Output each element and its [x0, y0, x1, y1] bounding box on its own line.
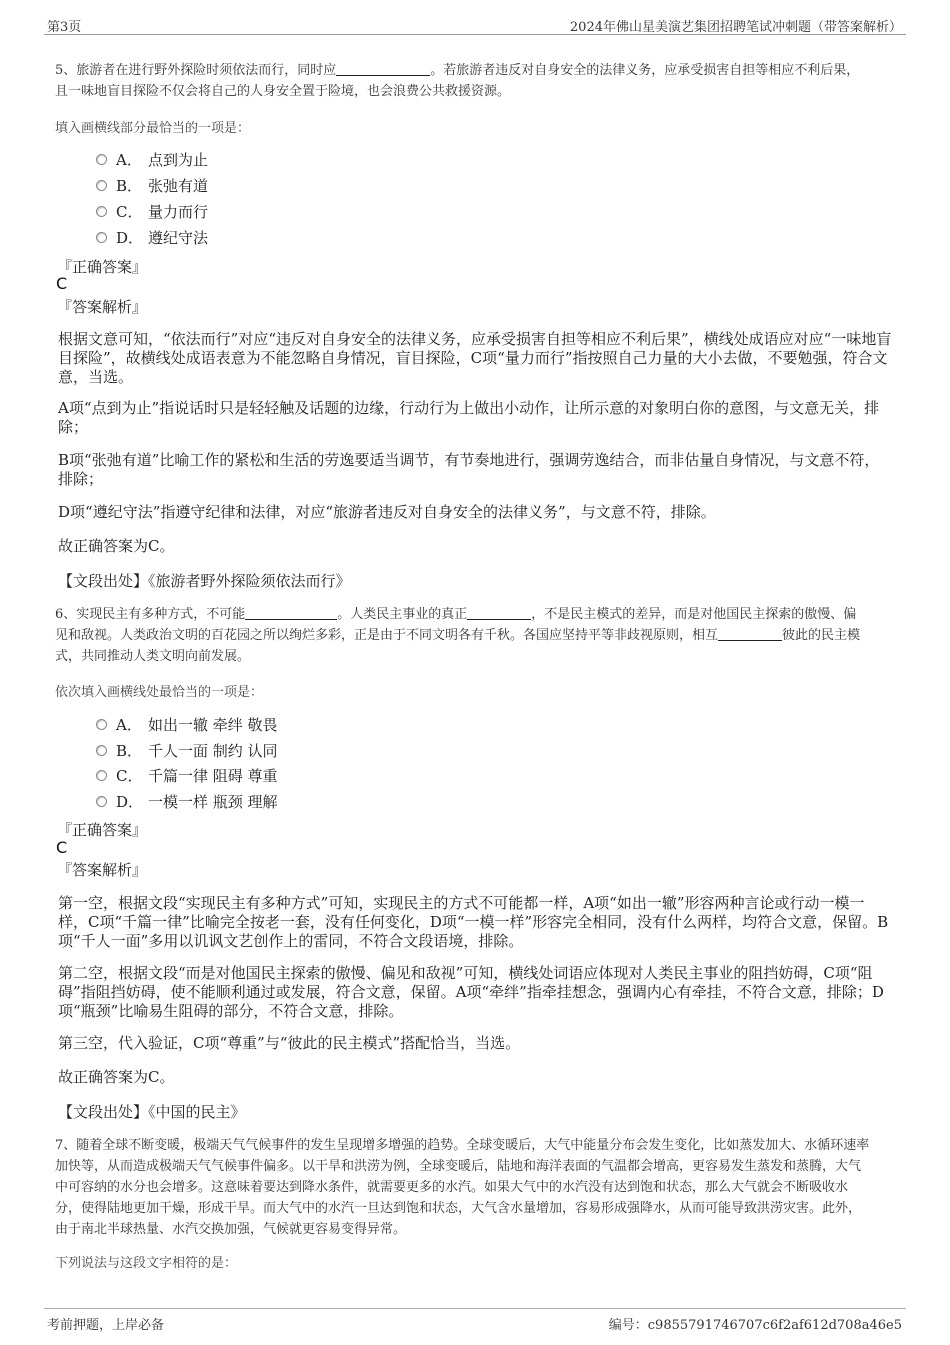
- q5-option-b[interactable]: B． 张弛有道: [96, 174, 208, 196]
- q6-stem: 6、实现民主有多种方式，不可能 。人类民主事业的真正 ，不是民主模式的差异，而是对他国民主探索的傲慢、偏 见和敌视。人类政治文明的百花园之所以绚烂多彩，正是由于不同文明各有千秋。各国应坚持平等非歧视原则，相互 彼此的民主模 式，共同推动人类文明向前发展。: [55, 607, 861, 664]
- q7-stem: 7、随着全球不断变暖，极端天气气候事件的发生呈现增多增强的趋势。全球变暖后，大气中能量分布会发生变化，比如蒸发加大、水循环速率 加快等，从而造成极端天气气候事件偏多。以干旱和洪涝为例，全球变暖后，陆地和海洋表面的气温都会增高，更容易发生蒸发和蒸腾，大气 中可容纳的水分也会增多。这意味着要达到降水条件，就需要更多的水汽。如果大气中的水汽没有达到饱和状态，那么大气就会不断吸收水 分，使得陆地更加干燥，形成干旱。而大气中的水汽一旦达到饱和状态，大气含水量增加，容易形成强降水，从而可能导致洪涝灾害。此外， 由于南北半球热量、水汽交换加强，气候就更容易变得异常。: [55, 1138, 870, 1237]
- q5-conclusion: 故正确答案为C。: [58, 537, 175, 555]
- q6-answer-label: 『正确答案』: [57, 821, 148, 839]
- radio-button-icon[interactable]: [96, 796, 107, 807]
- q5-answer: C: [56, 274, 68, 293]
- q5-option-d[interactable]: D． 遵纪守法: [96, 226, 208, 248]
- radio-button-icon[interactable]: [96, 232, 107, 243]
- q5-answer-label: 『正确答案』: [57, 258, 148, 276]
- q6-blank-3: [718, 626, 782, 641]
- q7-prompt: 下列说法与这段文字相符的是：: [55, 1256, 238, 1271]
- radio-button-icon[interactable]: [96, 206, 107, 217]
- radio-button-icon[interactable]: [96, 719, 107, 730]
- q6-analysis-label: 『答案解析』: [57, 861, 148, 879]
- q5-prompt: 填入画横线部分最恰当的一项是：: [55, 121, 251, 136]
- q6-option-c[interactable]: C． 千篇一律 阻碍 尊重: [96, 764, 278, 786]
- document-title: 2024年佛山星美演艺集团招聘笔试冲刺题（带答案解析）: [569, 20, 902, 35]
- radio-button-icon[interactable]: [96, 180, 107, 191]
- q6-option-d[interactable]: D． 一模一样 瓶颈 理解: [96, 790, 278, 812]
- q5-option-a[interactable]: A． 点到为止: [96, 148, 208, 170]
- q5-stem: 5、旅游者在进行野外探险时须依法而行，同时应 。若旅游者违反对自身安全的法律义务，应承受损害自担等相应不利后果， 且一味地盲目探险不仅会将自己的人身安全置于险境，也会浪费公共救援资源。: [55, 63, 860, 99]
- q6-blank-2: [467, 605, 531, 620]
- q5-analysis-paragraph: B项“张弛有道”比喻工作的紧松和生活的劳逸要适当调节，有节奏地进行，强调劳逸结合，而非估量自身情况，与文意不符，排除；: [58, 451, 880, 488]
- page-header: [44, 14, 906, 35]
- q6-analysis-paragraph: 第一空，根据文段“实现民主有多种方式”可知，实现民主的方式不可能都一样，A项“如出一辙”形容两种言论或行动一模一样，C项“千篇一律”比喻完全按老一套，没有任何变化，D项“一模一样”形容完全相同，没有什么两样，均符合文意，保留。B项“千人一面”多用以讥讽文艺创作上的雷同，不符合文段语境，排除。: [58, 894, 889, 950]
- document-code: 编号：c9855791746707c6f2af612d708a46e5: [608, 1318, 902, 1333]
- q5-option-c[interactable]: C． 量力而行: [96, 200, 208, 222]
- page-number: 第3页: [47, 20, 82, 35]
- q6-answer: C: [56, 838, 68, 857]
- radio-button-icon[interactable]: [96, 745, 107, 756]
- q5-source: 【文段出处】《旅游者野外探险须依法而行》: [58, 572, 351, 590]
- footer-slogan: 考前押题，上岸必备: [47, 1318, 165, 1333]
- q6-prompt: 依次填入画横线处最恰当的一项是：: [55, 685, 264, 700]
- radio-button-icon[interactable]: [96, 770, 107, 781]
- q6-source: 【文段出处】《中国的民主》: [58, 1103, 246, 1121]
- q5-analysis-paragraph: 根据文意可知，“依法而行”对应“违反对自身安全的法律义务，应承受损害自担等相应不利后果”，横线处成语应对应“一味地盲目探险”，故横线处成语表意为不能忽略自身情况，盲目探险，C项“量力而行”指按照自己力量的大小去做，不要勉强，符合文意，当选。: [58, 330, 892, 386]
- q6-conclusion: 故正确答案为C。: [58, 1068, 175, 1086]
- q6-option-a[interactable]: A． 如出一辙 牵绊 敬畏: [96, 713, 278, 735]
- q6-analysis-paragraph: 第三空，代入验证，C项“尊重”与“彼此的民主模式”搭配恰当，当选。: [58, 1034, 521, 1052]
- q6-blank-1: [245, 605, 337, 620]
- q5-analysis-paragraph: D项“遵纪守法”指遵守纪律和法律，对应“旅游者违反对自身安全的法律义务”，与文意不符，排除。: [58, 503, 716, 521]
- radio-button-icon[interactable]: [96, 154, 107, 165]
- q5-blank: [336, 61, 430, 76]
- q6-analysis-paragraph: 第二空，根据文段“而是对他国民主探索的傲慢、偏见和敌视”可知，横线处词语应体现对人类民主事业的阻挡妨碍，C项“阻碍”指阻挡妨碍，使不能顺利通过或发展，符合文意，保留。A项“牵绊”指牵挂想念，强调内心有牵挂，不符合文意，排除；D项“瓶颈”比喻易生阻碍的部分，不符合文意，排除。: [58, 964, 884, 1020]
- q5-analysis-paragraph: A项“点到为止”指说话时只是轻轻触及话题的边缘，行动行为上做出小动作，让所示意的对象明白你的意图，与文意无关，排除；: [58, 399, 880, 436]
- page-footer: [44, 1308, 906, 1331]
- q5-analysis-label: 『答案解析』: [57, 298, 148, 316]
- q6-option-b[interactable]: B． 千人一面 制约 认同: [96, 739, 278, 761]
